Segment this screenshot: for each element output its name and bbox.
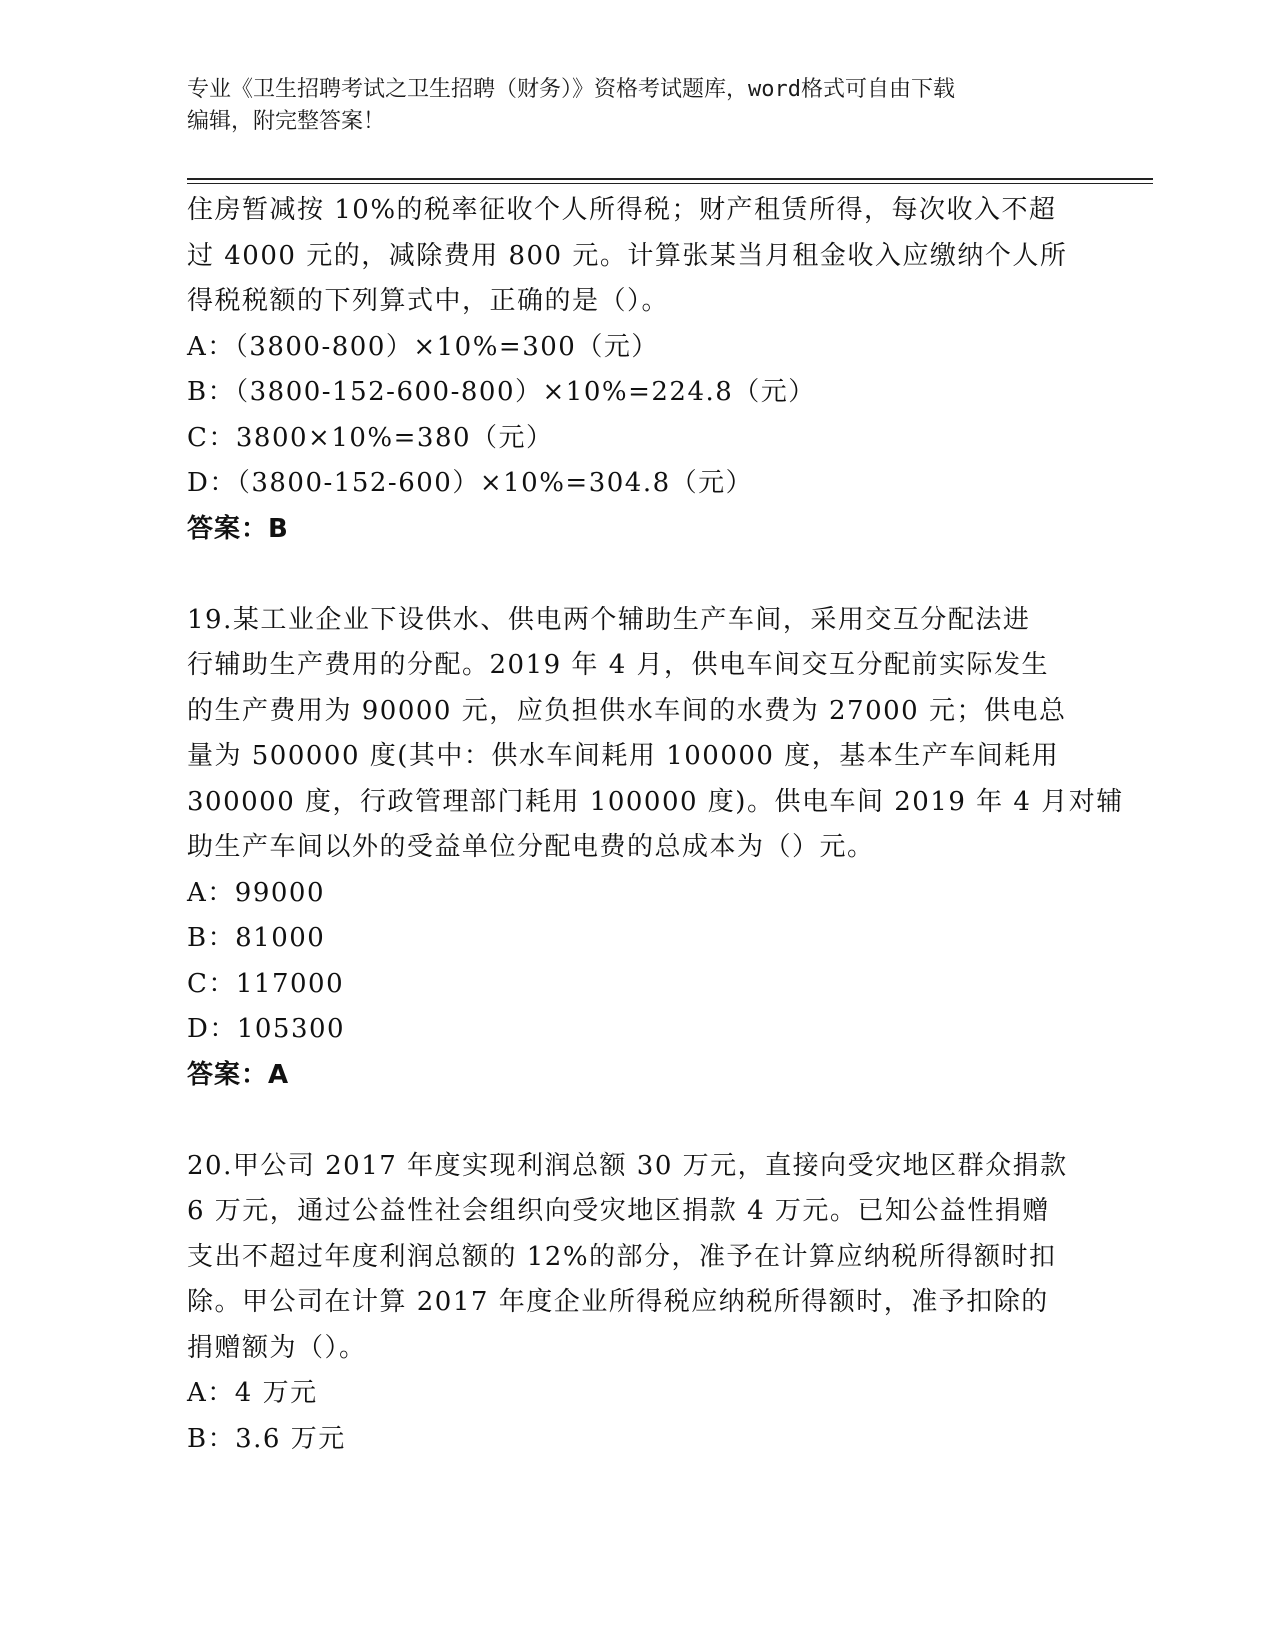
option-b: B：（3800-152-600-800）×10%=224.8（元） bbox=[187, 377, 816, 407]
header-rule-thin bbox=[187, 183, 1153, 184]
spacer bbox=[187, 552, 1087, 598]
question-20 bbox=[187, 1144, 1087, 1463]
question-18 bbox=[187, 188, 1087, 552]
question-text-line: 得税税额的下列算式中，正确的是（）。 bbox=[187, 286, 670, 316]
question-text-line: 过 4000 元的，减除费用 800 元。计算张某当月租金收入应缴纳个人所 bbox=[187, 240, 1068, 271]
document-body bbox=[187, 188, 1124, 1462]
question-text-line: 行辅助生产费用的分配。2019 年 4 月，供电车间交互分配前实际发生 bbox=[187, 650, 1050, 680]
question-text-line: 住房暂减按 10%的税率征收个人所得税；财产租赁所得，每次收入不超 bbox=[187, 195, 1057, 225]
question-text-line: 19.某工业企业下设供水、供电两个辅助生产车间，采用交互分配法进 bbox=[187, 604, 1031, 635]
option-b: B：81000 bbox=[187, 923, 326, 953]
question-text-line: 除。甲公司在计算 2017 年度企业所得税应纳税所得额时，准予扣除的 bbox=[187, 1287, 1049, 1317]
option-d: D：105300 bbox=[187, 1014, 346, 1044]
question-text-line: 助生产车间以外的受益单位分配电费的总成本为（）元。 bbox=[187, 832, 875, 862]
spacer bbox=[187, 1098, 1087, 1144]
question-text-line: 捐赠额为（）。 bbox=[187, 1332, 367, 1363]
answer-label: 答案：B bbox=[187, 513, 289, 544]
question-19 bbox=[187, 598, 1124, 1099]
option-c: C：117000 bbox=[187, 968, 345, 999]
option-c: C：3800×10%=380（元） bbox=[187, 422, 554, 453]
page-header bbox=[187, 74, 1087, 138]
question-text-line: 的生产费用为 90000 元，应负担供水车间的水费为 27000 元；供电总 bbox=[187, 695, 1067, 726]
option-a: A：（3800-800）×10%=300（元） bbox=[187, 331, 659, 362]
option-b: B：3.6 万元 bbox=[187, 1423, 346, 1454]
option-a: A：4 万元 bbox=[187, 1378, 318, 1408]
option-d: D：（3800-152-600）×10%=304.8（元） bbox=[187, 468, 754, 498]
question-text-line: 300000 度，行政管理部门耗用 100000 度)。供电车间 2019 年 4 月对辅 bbox=[187, 786, 1124, 817]
option-a: A：99000 bbox=[187, 877, 325, 908]
answer-label: 答案：A bbox=[187, 1059, 290, 1090]
question-text-line: 量为 500000 度(其中：供水车间耗用 100000 度，基本生产车间耗用 bbox=[187, 741, 1060, 771]
header-rule-thick bbox=[187, 178, 1153, 180]
question-text-line: 6 万元，通过公益性社会组织向受灾地区捐款 4 万元。已知公益性捐赠 bbox=[187, 1196, 1050, 1226]
header-line-1: 专业《卫生招聘考试之卫生招聘（财务）》资格考试题库，word格式可自由下载 bbox=[187, 77, 955, 102]
header-line-2: 编辑，附完整答案！ bbox=[187, 109, 386, 134]
question-text-line: 支出不超过年度利润总额的 12%的部分，准予在计算应纳税所得额时扣 bbox=[187, 1241, 1057, 1272]
question-text-line: 20.甲公司 2017 年度实现利润总额 30 万元，直接向受灾地区群众捐款 bbox=[187, 1150, 1068, 1181]
